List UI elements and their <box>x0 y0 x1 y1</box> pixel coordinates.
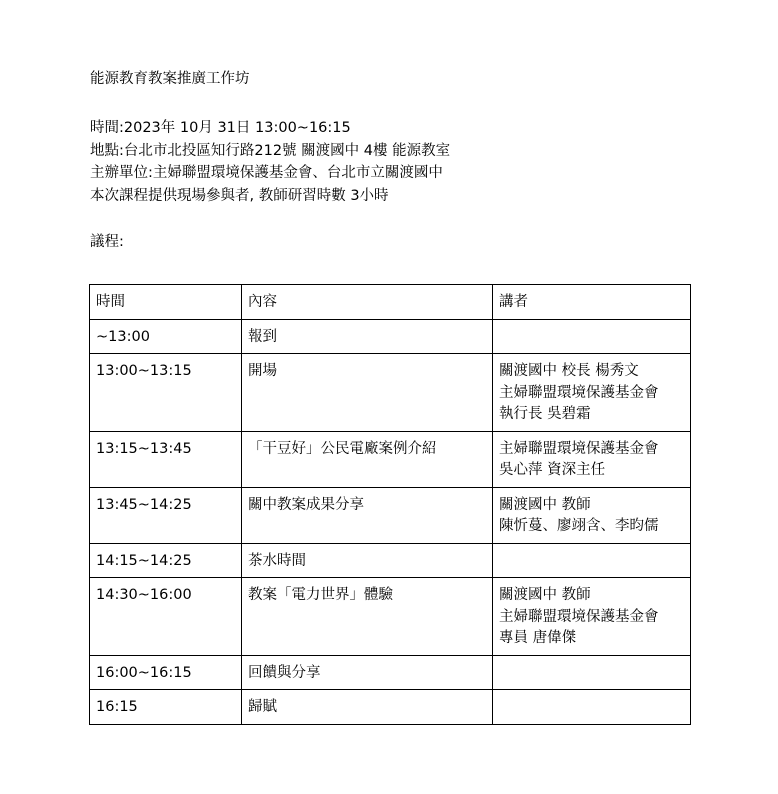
row-speaker <box>493 655 691 690</box>
event-note: 本次課程提供現場參與者, 教師研習時數 3小時 <box>90 187 389 204</box>
row-time: 14:30~16:00 <box>90 578 242 656</box>
document-body <box>90 68 690 253</box>
event-place: 地點:台北市北投區知行路212號 關渡國中 4樓 能源教室 <box>90 142 451 159</box>
agenda-table <box>89 284 691 725</box>
speaker-line: 主婦聯盟環境保護基金會 <box>499 608 659 625</box>
speaker-line: 主婦聯盟環境保護基金會 <box>499 384 659 401</box>
table-row <box>90 431 691 487</box>
row-time: 13:45~14:25 <box>90 487 242 543</box>
header-speaker: 講者 <box>493 285 691 320</box>
row-speaker <box>493 354 691 432</box>
row-speaker <box>493 487 691 543</box>
row-speaker <box>493 543 691 578</box>
row-speaker <box>493 578 691 656</box>
document-title: 能源教育教案推廣工作坊 <box>90 71 250 87</box>
row-time: ~13:00 <box>90 319 242 354</box>
row-time: 16:00~16:15 <box>90 655 242 690</box>
row-speaker <box>493 690 691 725</box>
speaker-line: 關渡國中 教師 <box>499 587 591 603</box>
row-content: 開場 <box>242 354 493 432</box>
header-time: 時間 <box>90 285 242 320</box>
speaker-line: 主婦聯盟環境保護基金會 <box>499 440 659 457</box>
row-content: 回饋與分享 <box>242 655 493 690</box>
row-speaker <box>493 319 691 354</box>
row-content: 茶水時間 <box>242 543 493 578</box>
row-time: 13:00~13:15 <box>90 354 242 432</box>
speaker-line: 關渡國中 教師 <box>499 496 591 513</box>
table-row <box>90 690 691 725</box>
event-time: 時間:2023年 10月 31日 13:00~16:15 <box>90 120 351 136</box>
row-content: 報到 <box>242 319 493 354</box>
agenda-label: 議程: <box>90 234 124 250</box>
row-time: 16:15 <box>90 690 242 725</box>
table-row <box>90 487 691 543</box>
table-row <box>90 655 691 690</box>
speaker-line: 陳忻蔓、廖翊含、李昀儒 <box>499 518 659 534</box>
table-row <box>90 578 691 656</box>
table-header-row <box>90 285 691 320</box>
speaker-line: 執行長 吳碧霜 <box>499 406 591 422</box>
row-content: 教案「電力世界」體驗 <box>242 578 493 656</box>
header-content: 內容 <box>242 285 493 320</box>
row-content: 關中教案成果分享 <box>242 487 493 543</box>
speaker-line: 專員 唐偉傑 <box>499 630 577 646</box>
table-row <box>90 354 691 432</box>
row-content: 「干豆好」公民電廠案例介紹 <box>242 431 493 487</box>
speaker-line: 關渡國中 校長 楊秀文 <box>499 363 639 379</box>
table-row <box>90 543 691 578</box>
event-info <box>90 117 690 207</box>
row-content: 歸賦 <box>242 690 493 725</box>
event-organizer: 主辦單位:主婦聯盟環境保護基金會、台北市立關渡國中 <box>90 165 443 181</box>
speaker-line: 吳心萍 資深主任 <box>499 462 606 478</box>
row-time: 14:15~14:25 <box>90 543 242 578</box>
table-row <box>90 319 691 354</box>
row-speaker <box>493 431 691 487</box>
row-time: 13:15~13:45 <box>90 431 242 487</box>
